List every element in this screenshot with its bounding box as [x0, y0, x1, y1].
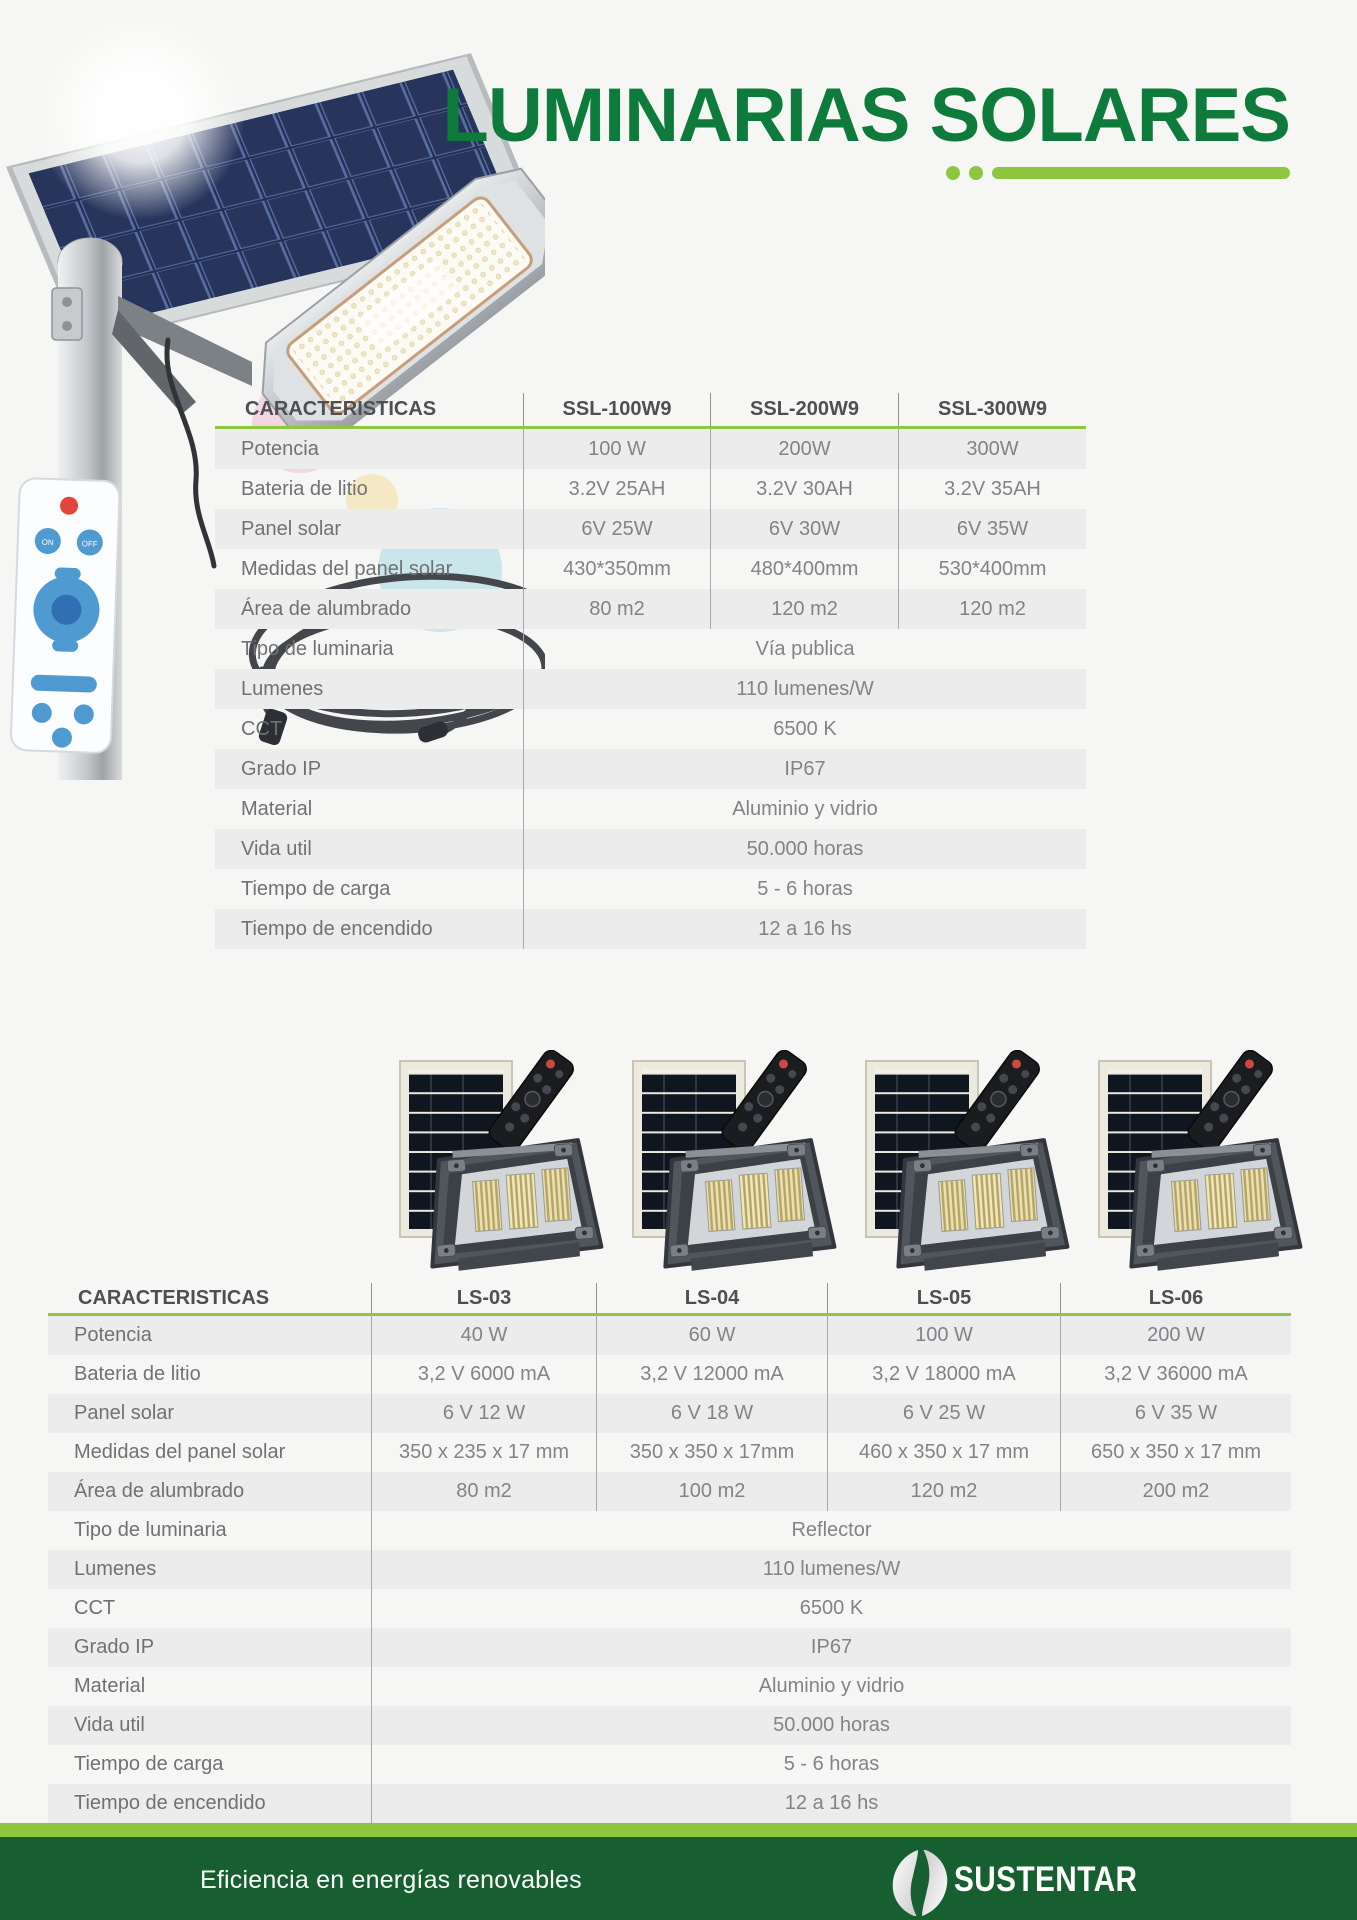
- value-cell: 120 m2: [827, 1472, 1060, 1511]
- row-label-cell: Área de alumbrado: [74, 1480, 245, 1502]
- row-label-cell: Medidas del panel solar: [74, 1441, 286, 1463]
- page-title: LUMINARIAS SOLARES: [442, 73, 1290, 158]
- merged-value-cell: IP67: [371, 1628, 1291, 1667]
- merged-value-cell: 6500 K: [523, 709, 1086, 749]
- merged-value-cell: 12 a 16 hs: [371, 1784, 1291, 1823]
- value-cell: 6 V 25 W: [827, 1394, 1060, 1433]
- merged-value-cell: 110 lumenes/W: [523, 669, 1086, 709]
- column-header: LS-03: [371, 1283, 596, 1313]
- value-cell: 3.2V 35AH: [898, 469, 1086, 509]
- row-label-cell: Panel solar: [241, 517, 342, 540]
- table-row: [215, 829, 1086, 869]
- table-header-row: [215, 393, 1086, 429]
- value-cell: 120 m2: [898, 589, 1086, 629]
- table-row: [215, 629, 1086, 669]
- product-image-ls-03: [400, 1050, 602, 1273]
- table-row: [48, 1589, 1291, 1628]
- value-cell: 3,2 V 12000 mA: [596, 1355, 827, 1394]
- merged-value-cell: 5 - 6 horas: [371, 1745, 1291, 1784]
- table-row: [215, 429, 1086, 469]
- table-row: [48, 1745, 1291, 1784]
- row-label-cell: Tiempo de encendido: [74, 1792, 266, 1814]
- table-row: [215, 469, 1086, 509]
- value-cell: 350 x 235 x 17 mm: [371, 1433, 596, 1472]
- characteristics-header: CARACTERISTICAS: [245, 398, 437, 420]
- value-cell: 200W: [710, 429, 898, 469]
- value-cell: 6 V 35 W: [1060, 1394, 1291, 1433]
- value-cell: 100 W: [523, 429, 710, 469]
- merged-value-cell: Reflector: [371, 1511, 1291, 1550]
- table-row: [48, 1433, 1291, 1472]
- merged-value-cell: 50.000 horas: [523, 829, 1086, 869]
- value-cell: 430*350mm: [523, 549, 710, 589]
- value-cell: 40 W: [371, 1316, 596, 1355]
- value-cell: 80 m2: [523, 589, 710, 629]
- table-row: [48, 1394, 1291, 1433]
- row-label-cell: CCT: [241, 717, 283, 740]
- title-block: [442, 74, 1290, 180]
- row-label-cell: Grado IP: [241, 757, 322, 780]
- row-label-cell: Bateria de litio: [74, 1363, 201, 1385]
- row-label-cell: Vida util: [241, 837, 312, 860]
- row-label-cell: Tiempo de carga: [241, 877, 391, 900]
- value-cell: 460 x 350 x 17 mm: [827, 1433, 1060, 1472]
- accent-dot: [969, 166, 983, 180]
- sustentar-logo-leaf-icon: [891, 1850, 949, 1916]
- merged-value-cell: 110 lumenes/W: [371, 1550, 1291, 1589]
- row-label-cell: Tiempo de encendido: [241, 917, 433, 940]
- table-row: [215, 789, 1086, 829]
- table-header-row: [48, 1283, 1291, 1316]
- row-label-cell: Área de alumbrado: [241, 597, 412, 620]
- table-row: [215, 589, 1086, 629]
- row-label-cell: Potencia: [74, 1324, 152, 1346]
- value-cell: 6V 35W: [898, 509, 1086, 549]
- table-row: [48, 1511, 1291, 1550]
- product-image-ls-06: [1099, 1050, 1301, 1273]
- value-cell: 200 W: [1060, 1316, 1291, 1355]
- table-row: [48, 1784, 1291, 1823]
- row-label-cell: Bateria de litio: [241, 477, 368, 500]
- table-row: [215, 549, 1086, 589]
- column-header: LS-05: [827, 1283, 1060, 1313]
- value-cell: 3.2V 25AH: [523, 469, 710, 509]
- value-cell: 80 m2: [371, 1472, 596, 1511]
- value-cell: 350 x 350 x 17mm: [596, 1433, 827, 1472]
- value-cell: 6V 30W: [710, 509, 898, 549]
- merged-value-cell: Vía publica: [523, 629, 1086, 669]
- table-row: [48, 1628, 1291, 1667]
- column-header: LS-04: [596, 1283, 827, 1313]
- svg-text:ON: ON: [41, 537, 54, 548]
- value-cell: 3.2V 30AH: [710, 469, 898, 509]
- row-label-cell: Potencia: [241, 437, 319, 460]
- merged-value-cell: 6500 K: [371, 1589, 1291, 1628]
- value-cell: 200 m2: [1060, 1472, 1291, 1511]
- row-label-cell: Lumenes: [74, 1558, 157, 1580]
- value-cell: 480*400mm: [710, 549, 898, 589]
- column-header: SSL-300W9: [898, 393, 1086, 426]
- svg-text:OFF: OFF: [81, 539, 98, 549]
- row-label-cell: CCT: [74, 1597, 116, 1619]
- table-row: [215, 869, 1086, 909]
- title-underline: [442, 166, 1290, 180]
- product-image-ls-04: [633, 1050, 835, 1273]
- row-label-cell: Vida util: [74, 1714, 145, 1736]
- merged-value-cell: IP67: [523, 749, 1086, 789]
- column-header: LS-06: [1060, 1283, 1291, 1313]
- accent-line: [992, 167, 1290, 179]
- row-label-cell: Lumenes: [241, 677, 324, 700]
- value-cell: 100 W: [827, 1316, 1060, 1355]
- row-label-cell: Panel solar: [74, 1402, 175, 1424]
- spec-table-ssl: [215, 393, 1086, 949]
- table-row: [48, 1355, 1291, 1394]
- footer-accent-strip: [0, 1823, 1357, 1837]
- merged-value-cell: Aluminio y vidrio: [523, 789, 1086, 829]
- value-cell: 650 x 350 x 17 mm: [1060, 1433, 1291, 1472]
- row-label-cell: Grado IP: [74, 1636, 155, 1658]
- product-image-ls-05: [866, 1050, 1068, 1273]
- row-label-cell: Tiempo de carga: [74, 1753, 224, 1775]
- product-images-row: [0, 1050, 1357, 1280]
- value-cell: 3,2 V 18000 mA: [827, 1355, 1060, 1394]
- footer-tagline: Eficiencia en energías renovables: [200, 1866, 582, 1894]
- value-cell: 6V 25W: [523, 509, 710, 549]
- row-label-cell: Medidas del panel solar: [241, 557, 453, 580]
- row-label-cell: Material: [74, 1675, 146, 1697]
- column-header: SSL-200W9: [710, 393, 898, 426]
- merged-value-cell: 12 a 16 hs: [523, 909, 1086, 949]
- value-cell: 530*400mm: [898, 549, 1086, 589]
- merged-value-cell: Aluminio y vidrio: [371, 1667, 1291, 1706]
- accent-dot: [946, 166, 960, 180]
- value-cell: 300W: [898, 429, 1086, 469]
- value-cell: 3,2 V 6000 mA: [371, 1355, 596, 1394]
- spec-table-ls: [48, 1283, 1291, 1823]
- merged-value-cell: 5 - 6 horas: [523, 869, 1086, 909]
- value-cell: 3,2 V 36000 mA: [1060, 1355, 1291, 1394]
- brand-name: SUSTENTAR: [954, 1860, 1138, 1899]
- row-label-cell: Material: [241, 797, 313, 820]
- row-label-cell: Tipo de luminaria: [241, 637, 394, 660]
- row-label-cell: Tipo de luminaria: [74, 1519, 227, 1541]
- value-cell: 100 m2: [596, 1472, 827, 1511]
- table-row: [48, 1472, 1291, 1511]
- value-cell: 6 V 12 W: [371, 1394, 596, 1433]
- table-row: [215, 909, 1086, 949]
- table-row: [48, 1316, 1291, 1355]
- value-cell: 120 m2: [710, 589, 898, 629]
- value-cell: 60 W: [596, 1316, 827, 1355]
- merged-value-cell: 50.000 horas: [371, 1706, 1291, 1745]
- table-row: [215, 509, 1086, 549]
- table-row: [215, 709, 1086, 749]
- hero-remote-control: [11, 478, 120, 753]
- column-header: SSL-100W9: [523, 393, 710, 426]
- table-row: [215, 749, 1086, 789]
- value-cell: 6 V 18 W: [596, 1394, 827, 1433]
- table-row: [48, 1550, 1291, 1589]
- characteristics-header: CARACTERISTICAS: [78, 1286, 270, 1309]
- table-row: [48, 1667, 1291, 1706]
- table-row: [215, 669, 1086, 709]
- table-row: [48, 1706, 1291, 1745]
